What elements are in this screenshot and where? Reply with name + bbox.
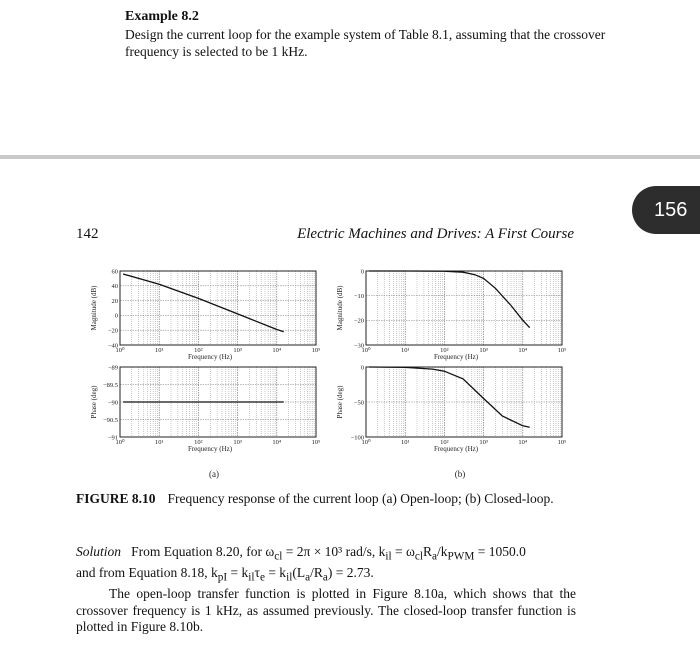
y-axis-label: Phase (deg) [336,385,344,419]
y-tick-label: −30 [353,342,364,350]
x-tick-label: 10⁰ [361,439,371,446]
page-number: 142 [76,226,99,242]
y-tick-label: 60 [111,268,118,276]
x-tick-label: 10¹ [154,439,164,446]
x-tick-label: 10⁴ [272,347,282,354]
y-tick-label: −50 [353,399,364,407]
x-axis-label: Frequency (Hz) [433,353,479,361]
y-tick-label: −100 [350,434,364,442]
y-tick-label: −89 [107,364,118,372]
running-head: Electric Machines and Drives: A First Course [297,226,574,242]
y-tick-label: 40 [111,283,118,291]
x-axis-label: Frequency (Hz) [433,445,479,453]
x-tick-label: 10⁴ [272,439,282,446]
x-tick-label: 10³ [479,347,488,354]
x-tick-label: 10⁴ [518,439,528,446]
figure-caption-text: Frequency response of the current loop (a) Open-loop; (b) Closed-loop. [167,491,554,506]
x-tick-label: 10⁰ [115,439,125,446]
x-tick-label: 10¹ [154,347,164,354]
panel-a-magnitude [90,268,320,361]
solution-line-2: and from Equation 8.18, $k_{pI} = k_{il}\tau_e = k_{il}(L_a/R_a) = 2.73$. [76,565,374,584]
x-tick-label: 10² [440,439,449,446]
y-tick-label: 20 [111,297,118,305]
x-axis-label: Frequency (Hz) [187,445,233,453]
page-badge-number: 156 [654,198,688,221]
y-tick-label: −20 [107,327,118,335]
x-tick-label: 10⁵ [311,347,321,354]
solution-lead: Solution [76,544,122,559]
x-tick-label: 10⁴ [518,347,528,354]
x-tick-label: 10³ [233,439,242,446]
figure-caption-label: FIGURE 8.10 [76,491,156,506]
y-tick-label: −40 [107,342,118,350]
y-axis-label: Magnitude (dB) [336,285,344,331]
figure-caption [76,491,554,507]
subfigure-a-label: (a) [209,469,219,479]
x-tick-label: 10⁰ [115,347,125,354]
y-axis-label: Phase (deg) [90,385,98,419]
solution-text [76,544,576,636]
panel-b-phase [336,364,566,453]
x-tick-label: 10³ [233,347,242,354]
y-tick-label: −90 [107,399,118,407]
x-tick-label: 10³ [479,439,488,446]
subfigure-b-label: (b) [454,469,466,479]
panel-a-phase [90,364,320,453]
x-tick-label: 10² [194,347,203,354]
x-axis-label: Frequency (Hz) [187,353,233,361]
y-tick-label: 0 [114,312,118,320]
x-tick-label: 10⁵ [557,347,567,354]
example-body: Design the current loop for the example system of Table 8.1, assuming that the crossover frequency is selected to be 1 kHz. [125,27,606,59]
x-tick-label: 10⁵ [311,439,321,446]
x-tick-label: 10¹ [400,347,410,354]
y-tick-label: 0 [360,268,364,276]
x-tick-label: 10² [440,347,449,354]
x-tick-label: 10² [194,439,203,446]
panel-b-magnitude [336,268,566,361]
solution-line-1: Solution From Equation 8.20, for $\omega_{cl} = 2\pi \times 10^3$ rad/s, $k_{il} = \omega_{cl}R_a/k_{PWM} = 1050.0$ [76,544,526,563]
y-tick-label: −91 [107,434,118,442]
example-title: Example 8.2 [125,9,199,24]
x-tick-label: 10¹ [400,439,410,446]
plot-frame [366,271,562,345]
x-tick-label: 10⁰ [361,347,371,354]
y-tick-label: −90.5 [102,416,118,424]
y-axis-label: Magnitude (dB) [90,285,98,331]
y-tick-label: −89.5 [102,381,118,389]
y-tick-label: 0 [360,364,364,372]
y-tick-label: −20 [353,317,364,325]
x-tick-label: 10⁵ [557,439,567,446]
solution-paragraph-2: The open-loop transfer function is plotted in Figure 8.10a, which shows that the crossover frequency is 1 kHz, as assumed previously. The closed-loop transfer function is plotted in Figure 8.10b. [76,586,576,635]
y-tick-label: −10 [353,292,364,300]
